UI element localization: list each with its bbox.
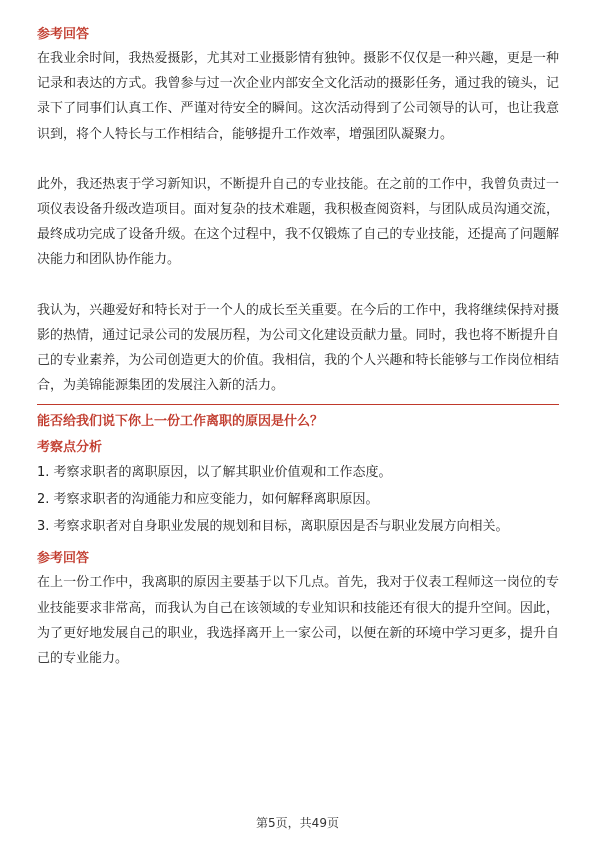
analysis-item-2: 2. 考察求职者的沟通能力和应变能力，如何解释离职原因。 (37, 492, 379, 508)
section-divider (37, 404, 559, 405)
analysis-list (37, 459, 559, 540)
analysis-item-3: 3. 考察求职者对自身职业发展的规划和目标，离职原因是否与职业发展方向相关。 (37, 519, 509, 535)
analysis-heading: 考察点分析 (37, 440, 103, 456)
spacer (37, 147, 559, 172)
analysis-item-1: 1. 考察求职者的离职原因，以了解其职业价值观和工作态度。 (37, 465, 392, 481)
page-content (37, 24, 559, 671)
answer-paragraph-1: 在我业余时间，我热爱摄影，尤其对工业摄影情有独钟。摄影不仅仅是一种兴趣，更是一种记录和表达的方式。我曾参与过一次企业内部安全文化活动的摄影任务，通过我的镜头，记录下了同事们认真工作、严谨对待安全的瞬间。这次活动得到了公司领导的认可，也让我意识到，将个人特长与工作相结合，能够提升工作效率，增强团队凝聚力。 (37, 51, 559, 142)
answer-paragraph-2: 此外，我还热衷于学习新知识，不断提升自己的专业技能。在之前的工作中，我曾负责过一项仪表设备升级改造项目。面对复杂的技术难题，我积极查阅资料，与团队成员沟通交流，最终成功完成了设备升级。在这个过程中，我不仅锻炼了自己的专业技能，还提高了问题解决能力和团队协作能力。 (37, 176, 559, 268)
answer-paragraph-3: 我认为，兴趣爱好和特长对于一个人的成长至关重要。在今后的工作中，我将继续保持对摄影的热情，通过记录公司的发展历程，为公司文化建设贡献力量。同时，我也将不断提升自己的专业素养，为公司创造更大的价值。我相信，我的个人兴趣和特长能够与工作岗位相结合，为美锦能源集团的发展注入新的活力。 (37, 302, 559, 394)
section-heading-reference-answer: 参考回答 (37, 27, 90, 42)
question-title: 能否给我们说下你上一份工作离职的原因是什么？ (37, 414, 324, 430)
answer-heading: 参考回答 (37, 551, 90, 567)
answer-paragraph-4: 在上一份工作中，我离职的原因主要基于以下几点。首先，我对于仪表工程师这一岗位的专业技能要求非常高，而我认为自己在该领域的专业知识和技能还有很大的提升空间。因此，为了更好地发展自己的职业，我选择离开上一家公司，以便在新的环境中学习更多，提升自己的专业能力。 (37, 575, 559, 667)
page-number: 第5页，共49页 (256, 816, 339, 830)
spacer (37, 273, 559, 298)
